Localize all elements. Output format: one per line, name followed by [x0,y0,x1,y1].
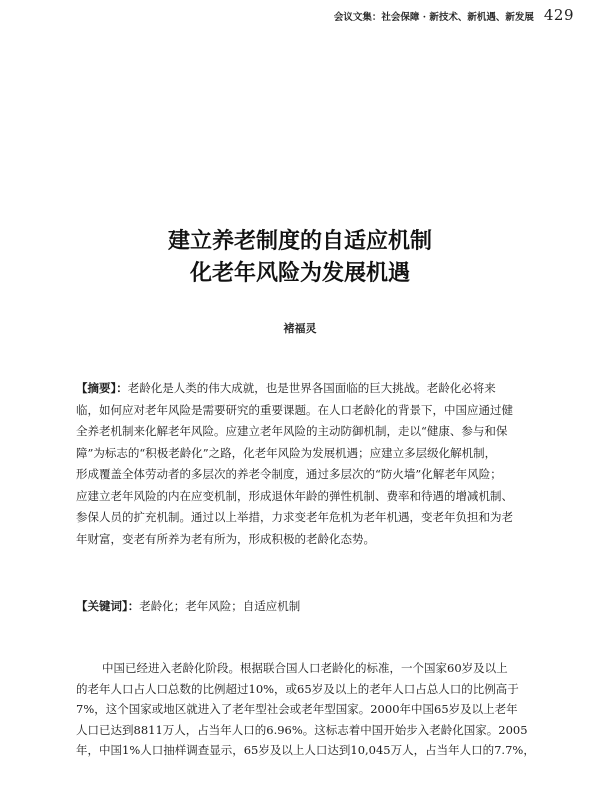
body-line: 人口已达到8811万人，占当年人口的6.96%。这标志着中国开始步入老龄化国家。2005 [76,722,528,737]
abstract-block [76,378,528,550]
abstract-line [76,378,528,400]
running-header [334,6,574,24]
running-title: 会议文集：社会保障 · 新技术、新机遇、新发展 [333,12,534,23]
abstract-line-text: 老龄化是人类的伟大成就，也是世界各国面临的巨大挑战。老龄化必将来 [127,381,496,395]
abstract-line: 应建立老年风险的内在应变机制，形成退休年龄的弹性机制、费率和待遇的增减机制、 [76,488,513,503]
abstract-line: 形成覆盖全体劳动者的多层次的养老令制度，通过多层次的“防火墙”化解老年风险； [76,467,502,481]
title-line-2: 化老年风险为发展机遇 [189,261,410,286]
article-title [0,226,600,290]
body-line: 中国已经进入老龄化阶段。根据联合国人口老龄化的标准，一个国家60岁及以上 [102,661,508,675]
abstract-line: 参保人员的扩充机制。通过以上举措，力求变老年危机为老年机遇，变老年负担和为老 [76,510,513,524]
page-number: 429 [543,6,574,24]
keywords-text: 老龄化；老年风险；自适应机制 [139,599,301,613]
author-name: 褚福灵 [283,322,317,335]
title-line-1: 建立养老制度的自适应机制 [167,229,432,254]
abstract-line: 障”为标志的“积极老龄化”之路，化老年风险为发展机遇；应建立多层级化解机制， [76,445,497,460]
keywords-label: 【关键词】： [76,599,140,613]
abstract-line: 年财富，变老有所养为老有所为，形成积极的老龄化态势。 [76,531,375,546]
body-line: 的老年人口占人口总数的比例超过10%，或65岁及以上的老年人口占总人口的比例高于 [76,681,519,696]
body-paragraph [76,658,535,761]
body-line: 年，中国1%人口抽样调查显示，65岁及以上人口达到10,045万人，占当年人口的7.7%， [76,743,535,757]
body-line: 7%，这个国家或地区就进入了老年型社会或老年型国家。2000年中国65岁及以上老年 [76,702,518,716]
abstract-line: 临，如何应对老年风险是需要研究的重要课题。在人口老龄化的背景下，中国应通过健 [76,402,513,417]
abstract-label: 【摘要】： [76,381,128,395]
abstract-line: 全养老机制来化解老年风险。应建立老年风险的主动防御机制，走以“健康、参与和保 [76,424,508,438]
keywords-block [76,596,528,617]
